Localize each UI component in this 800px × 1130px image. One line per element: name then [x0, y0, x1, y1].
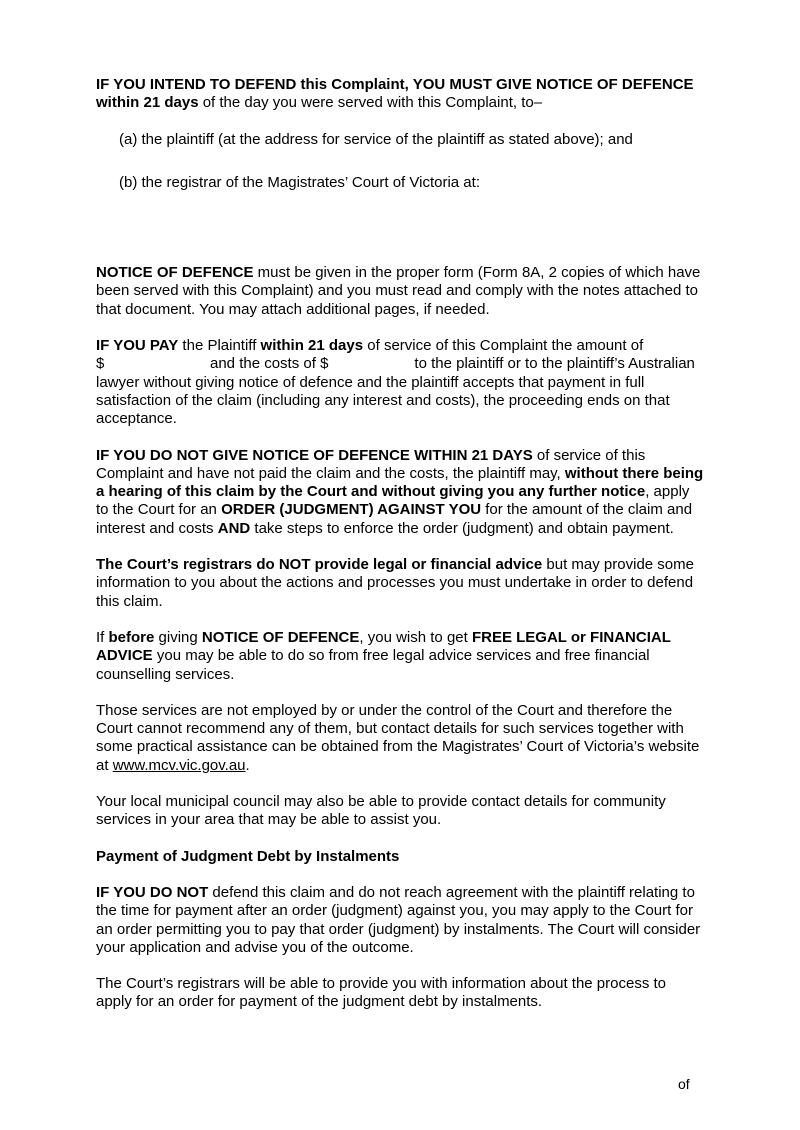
services-paragraph	[96, 702, 706, 775]
notice-of-defence-bold-inline: NOTICE OF DEFENCE	[201, 628, 360, 646]
registrars-bold: The Court’s registrars do NOT provide legal or financial advice	[96, 556, 543, 574]
free-advice-text4: you may be able to do so from free legal advice services and free financial counselling services.	[96, 647, 650, 683]
free-advice-text2: giving	[154, 628, 202, 646]
if-you-pay-paragraph	[96, 337, 706, 428]
if-you-pay-text2: of service of this Complaint the amount of	[363, 337, 644, 355]
notice-intro-paragraph	[96, 76, 706, 113]
before-bold: before	[108, 628, 155, 646]
if-not-defend-bold1: IF YOU DO NOT GIVE NOTICE OF DEFENCE WITHIN 21 DAYS	[96, 446, 533, 464]
document-page	[96, 76, 706, 1030]
services-text1: Those services are not employed by or under the control of the Court and therefore the Court cannot recommend any of them, but contact details for such services together with some practical assistance can be obtained from the Magistrates’ Court of Victoria’s website at	[96, 701, 700, 774]
if-not-defend-text3: for the amount of the claim and interest and costs	[96, 501, 693, 537]
if-you-pay-text4: to the plaintiff or to the plaintiff’s Australian lawyer without giving notice of defence and the plaintiff accepts that payment in full satisfaction of the claim (including any interest and costs), the proceeding ends on that acceptance.	[96, 355, 695, 428]
if-you-do-not-bold: IF YOU DO NOT	[96, 883, 209, 901]
page-footer: of	[678, 1076, 690, 1092]
notice-intro-text: of the day you were served with this Complaint, to–	[198, 94, 543, 112]
free-legal-advice-bold: FREE LEGAL or FINANCIAL ADVICE	[96, 628, 671, 665]
order-judgment-bold: ORDER (JUDGMENT) AGAINST YOU	[221, 501, 482, 519]
registrars-paragraph	[96, 556, 706, 611]
free-advice-text3: , you wish to get	[359, 628, 472, 646]
notice-of-defence-paragraph	[96, 264, 706, 319]
notice-of-defence-bold: NOTICE OF DEFENCE	[96, 264, 254, 282]
within-21-days-bold: within 21 days	[260, 337, 364, 355]
notice-of-defence-text: must be given in the proper form (Form 8A, 2 copies of which have been served with this Complaint) and you must read and comply with the notes attached to that document. You may attach additional pages, if needed.	[96, 264, 701, 318]
registrars-text: but may provide some information to you about the actions and processes you must undertake in order to defend this claim.	[96, 556, 694, 610]
costs-label: and the costs of $	[210, 355, 329, 373]
council-paragraph: Your local municipal council may also be able to provide contact details for community services in your area that may be able to assist you.	[96, 793, 666, 829]
if-not-defend-paragraph	[96, 447, 706, 538]
free-advice-paragraph	[96, 629, 706, 684]
instalments-text: defend this claim and do not reach agreement with the plaintiff relating to the time for payment after an order (judgment) against you, you may apply to the Court for an order permitting you to pay that order (judgment) by instalments. The Court will consider your application and advise you of the outcome.	[96, 883, 701, 956]
services-text2: .	[245, 756, 250, 774]
if-not-defend-text2: , apply to the Court for an	[96, 483, 690, 519]
item-a: (a) the plaintiff (at the address for service of the plaintiff as stated above); and	[119, 130, 633, 148]
free-advice-text1: If	[96, 628, 109, 646]
instalments-paragraph	[96, 884, 706, 957]
notice-intro-bold: IF YOU INTEND TO DEFEND this Complaint, YOU MUST GIVE NOTICE OF DEFENCE within 21 days	[96, 76, 694, 112]
if-you-pay-text1: the Plaintiff	[178, 337, 261, 355]
instalments-heading: Payment of Judgment Debt by Instalments	[96, 847, 400, 865]
if-not-defend-bold2: without there being a hearing of this claim by the Court and without giving you any further notice	[96, 464, 704, 501]
if-you-pay-bold: IF YOU PAY	[96, 337, 179, 355]
item-b: (b) the registrar of the Magistrates’ Court of Victoria at:	[119, 173, 480, 191]
if-not-defend-text4: take steps to enforce the order (judgment) and obtain payment.	[250, 519, 674, 537]
amount-dollar-sign: $	[96, 355, 105, 373]
if-not-defend-text1: of service of this Complaint and have not paid the claim and the costs, the plaintiff may,	[96, 446, 646, 482]
and-bold: AND	[217, 519, 251, 537]
registrars-info-paragraph: The Court’s registrars will be able to provide you with information about the process to apply for an order for payment of the judgment debt by instalments.	[96, 975, 667, 1011]
mcv-website-link[interactable]: www.mcv.vic.gov.au	[112, 756, 246, 774]
